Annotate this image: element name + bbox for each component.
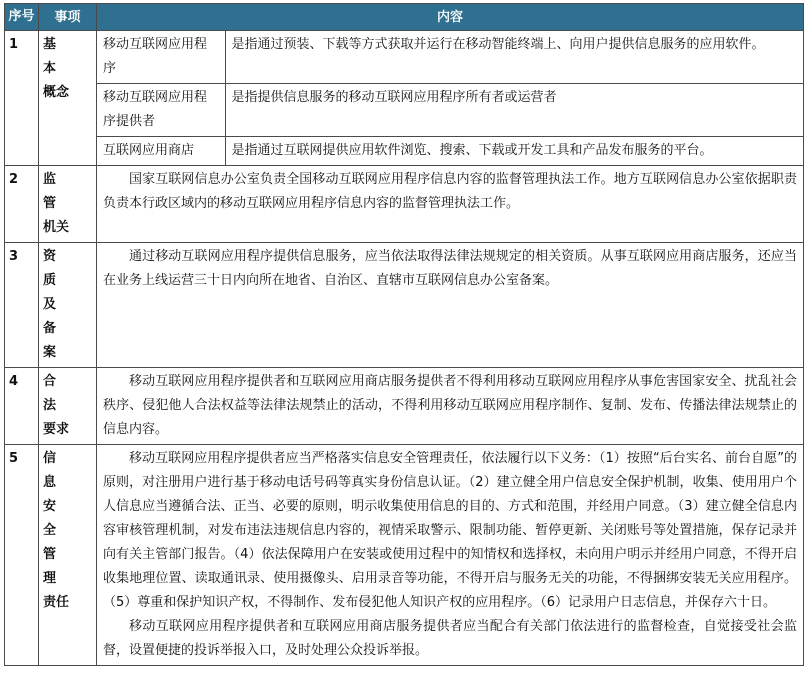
concept-desc: 是指提供信息服务的移动互联网应用程序所有者或运营者 xyxy=(225,84,803,137)
item-line: 案 xyxy=(43,345,57,360)
row-num: 3 xyxy=(5,243,39,368)
row-item xyxy=(39,31,97,166)
concepts-table xyxy=(97,31,803,165)
row-num: 4 xyxy=(5,368,39,445)
concept-desc: 是指通过预装、下载等方式获取并运行在移动智能终端上、向用户提供信息服务的应用软件。 xyxy=(225,31,803,84)
item-line: 监管 xyxy=(43,172,69,211)
concept-row xyxy=(97,137,803,166)
content-text: 移动互联网应用程序提供者和互联网应用商店服务提供者不得利用移动互联网应用程序从事危害国家安全、扰乱社会秩序、侵犯他人合法权益等法律法规禁止的活动，不得利用移动互联网应用程序制作、复制、发布、传播法律法规禁止的信息内容。 xyxy=(103,374,797,437)
item-line: 信息 xyxy=(43,451,69,490)
concept-name: 移动互联网应用程序提供者 xyxy=(97,84,225,137)
row-content xyxy=(97,243,804,368)
header-content: 内容 xyxy=(97,4,804,31)
concept-name: 移动互联网应用程序 xyxy=(97,31,225,84)
item-line: 安全 xyxy=(43,499,69,538)
item-line: 资质 xyxy=(43,249,69,288)
row-content xyxy=(97,368,804,445)
item-line: 责任 xyxy=(43,595,70,610)
concept-desc: 是指通过互联网提供应用软件浏览、搜索、下载或开发工具和产品发布服务的平台。 xyxy=(231,143,713,158)
concept-row xyxy=(97,31,803,84)
content-text: 通过移动互联网应用程序提供信息服务，应当依法取得法律法规规定的相关资质。从事互联网应用商店服务，还应当在业务上线运营三十日内向所在地省、自治区、直辖市互联网信息办公室备案。 xyxy=(103,249,797,288)
item-line: 管理 xyxy=(43,547,69,586)
row-item xyxy=(39,445,97,666)
item-line: 机关 xyxy=(43,220,70,235)
concept-name: 互联网应用商店 xyxy=(97,137,225,166)
item-line: 基本 xyxy=(43,37,69,76)
row-item xyxy=(39,166,97,243)
table-row xyxy=(5,445,804,666)
item-line: 概念 xyxy=(43,85,70,100)
header-num: 序号 xyxy=(5,4,39,31)
table-row xyxy=(5,243,804,368)
header-item: 事项 xyxy=(39,4,97,31)
row-content xyxy=(97,445,804,666)
item-line: 及备 xyxy=(43,297,69,336)
content-text: 国家互联网信息办公室负责全国移动互联网应用程序信息内容的监督管理执法工作。地方互联网信息办公室依据职责负责本行政区域内的移动互联网应用程序信息内容的监督管理执法工作。 xyxy=(103,172,797,211)
table-row xyxy=(5,166,804,243)
content-text: 移动互联网应用程序提供者应当严格落实信息安全管理责任，依法履行以下义务：（1）按照“后台实名、前台自愿”的原则，对注册用户进行基于移动电话号码等真实身份信息认证。（2）建立健全用户信息安全保护机制，收集、使用用户个人信息应当遵循合法、正当、必要的原则，明示收集使用信息的目的、方式和范围，并经用户同意。（3）建立健全信息内容审核管理机制，对发布违法违规信息内容的，视情采取警示、限制功能、暂停更新、关闭账号等处置措施，保存记录并向有关主管部门报告。（4）依法保障用户在安装或使用过程中的知情权和选择权，未向用户明示并经用户同意，不得开启收集地理位置、读取通讯录、使用摄像头、启用录音等功能，不得开启与服务无关的功能，不得捆绑安装无关应用程序。（5）尊重和保护知识产权，不得制作、发布侵犯他人知识产权的应用程序。（6）记录用户日志信息，并保存六十日。 xyxy=(103,451,797,610)
row-content xyxy=(97,166,804,243)
row-item xyxy=(39,368,97,445)
table-row xyxy=(5,368,804,445)
concepts-cell xyxy=(97,31,804,166)
item-line: 要求 xyxy=(43,422,70,437)
concept-row xyxy=(97,84,803,137)
table-row xyxy=(5,31,804,166)
table-header-row xyxy=(5,4,804,31)
regulation-table xyxy=(4,3,804,666)
row-num: 1 xyxy=(5,31,39,166)
row-item xyxy=(39,243,97,368)
item-line: 合法 xyxy=(43,374,69,413)
row-num: 5 xyxy=(5,445,39,666)
row-num: 2 xyxy=(5,166,39,243)
content-text-2: 移动互联网应用程序提供者和互联网应用商店服务提供者应当配合有关部门依法进行的监督检查，自觉接受社会监督，设置便捷的投诉举报入口，及时处理公众投诉举报。 xyxy=(103,619,797,658)
